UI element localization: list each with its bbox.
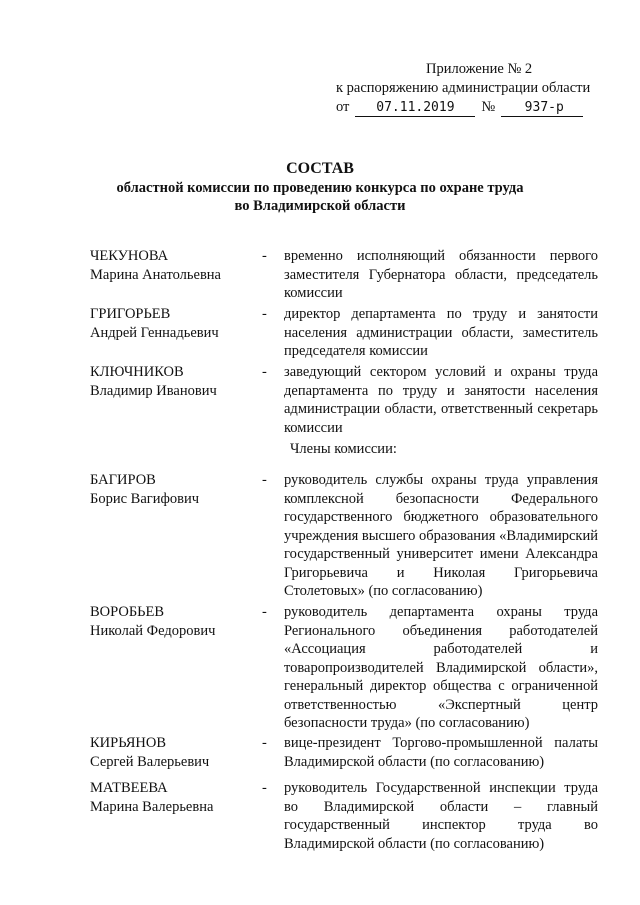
dash-separator: - (262, 306, 267, 322)
number-label: № (481, 99, 496, 115)
member-role: заведующий сектором условий и охраны труда департамента по труду и занятости населения администрации области, ответственный секретарь комиссии (284, 364, 598, 436)
member-surname: МАТВЕЕВА (90, 780, 168, 796)
member-role: руководитель Государственной инспекции труда во Владимирской области – главный государственный инспектор труда во Владимирской области (по согласованию) (284, 780, 598, 852)
member-name (90, 247, 260, 284)
dash-separator: - (262, 364, 267, 380)
order-number: 937-р (501, 100, 583, 117)
member-name (90, 734, 260, 771)
member-name (90, 305, 260, 342)
order-date: 07.11.2019 (355, 100, 475, 117)
member-surname: КИРЬЯНОВ (90, 735, 167, 751)
member-surname: ЧЕКУНОВА (90, 248, 169, 264)
member-role: руководитель службы охраны труда управления комплексной безопасности Федерального государственного бюджетного образовательного учреждения высшего образования «Владимирский государственный университет имени Александра Григорьевича и Николая Григорьевича Столетовых» (по согласованию) (284, 472, 598, 599)
member-given-names: Марина Валерьевна (90, 798, 214, 815)
dash-separator: - (262, 472, 267, 488)
appendix-date-number (336, 98, 626, 117)
member-name (90, 363, 260, 400)
dash-separator: - (262, 735, 267, 751)
member-role: вице-президент Торгово-промышленной палаты Владимирской области (по согласованию) (284, 735, 598, 770)
member-name (90, 779, 260, 816)
member-role: директор департамента по труду и занятости населения администрации области, заместитель председателя комиссии (284, 306, 598, 359)
from-label: от (336, 99, 350, 115)
member-surname: КЛЮЧНИКОВ (90, 364, 184, 380)
appendix-block (336, 60, 626, 117)
appendix-title: Приложение № 2 (426, 61, 533, 77)
member-surname: БАГИРОВ (90, 472, 156, 488)
members-subheading: Члены комиссии: (290, 441, 397, 457)
member-given-names: Николай Федорович (90, 622, 216, 639)
member-given-names: Сергей Валерьевич (90, 753, 210, 770)
document-title: СОСТАВ (286, 160, 354, 177)
document-subtitle-line2: во Владимирской области (234, 198, 406, 214)
member-surname: ВОРОБЬЕВ (90, 604, 165, 620)
dash-separator: - (262, 780, 267, 796)
document-subtitle-line1: областной комиссии по проведению конкурса по охране труда (116, 180, 524, 196)
member-given-names: Андрей Геннадьевич (90, 324, 219, 341)
member-name (90, 603, 260, 640)
dash-separator: - (262, 248, 267, 264)
member-role: временно исполняющий обязанности первого заместителя Губернатора области, председатель комиссии (284, 248, 598, 301)
member-surname: ГРИГОРЬЕВ (90, 306, 171, 322)
member-given-names: Марина Анатольевна (90, 266, 221, 283)
member-given-names: Владимир Иванович (90, 382, 217, 399)
appendix-reference: к распоряжению администрации области (336, 80, 591, 96)
member-given-names: Борис Вагифович (90, 490, 200, 507)
member-name (90, 471, 260, 508)
member-role: руководитель департамента охраны труда Регионального объединения работодателей «Ассоциация работодателей и товаропроизводителей Владимирской области», генеральный директор общества с ограниченной ответственностью «Экспертный центр безопасности труда» (по согласованию) (284, 604, 598, 731)
dash-separator: - (262, 604, 267, 620)
